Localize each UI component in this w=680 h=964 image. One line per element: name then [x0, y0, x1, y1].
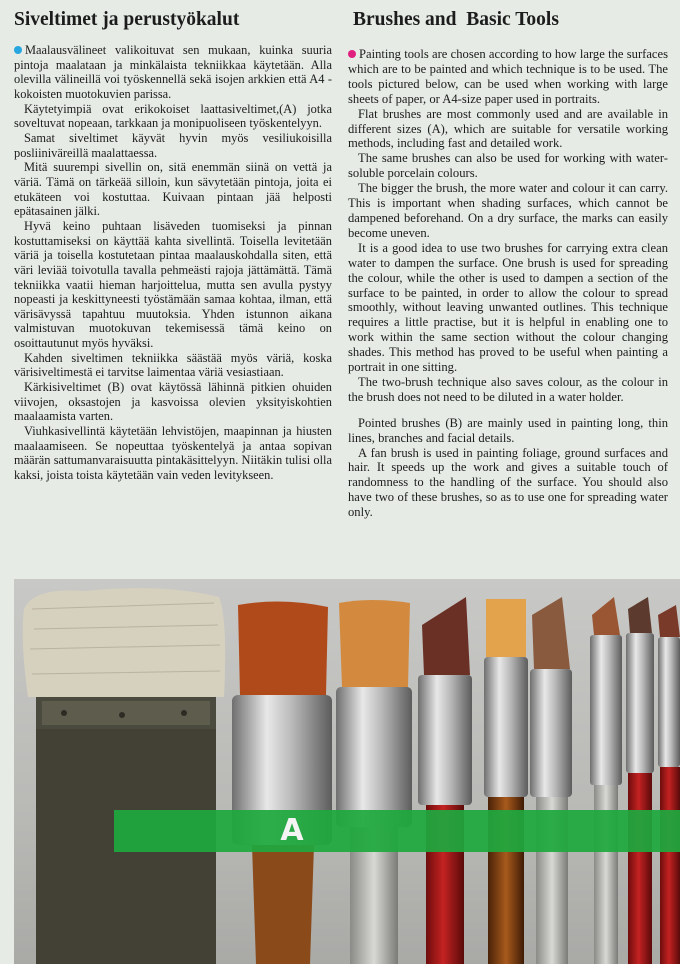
finnish-paragraph: Kahden siveltimen tekniikka säästää myös väriä, koska värisiveltimestä ei tarvitse laimentaa väriä vesiastiaan. [14, 350, 332, 380]
english-paragraph: The bigger the brush, the more water and colour it can carry. This is important when shading surfaces, which cannot be dampened beforehand. On a dry surface, the marks can easily become uneven. [348, 181, 668, 240]
paragraph-gap [348, 405, 668, 416]
flat-brush-tiny [626, 597, 654, 964]
finnish-title: Siveltimet ja perustyökalut [14, 9, 240, 30]
english-paragraph: Painting tools are chosen according to how large the surfaces which are to be painted and which technique is to be used. The tools pictured below, can be used when working with large sheets of paper, or A4-size paper used in portraits. [348, 47, 668, 106]
english-paragraph: Flat brushes are most commonly used and are available in different sizes (A), which are suitable for versatile working methods, including fast and detailed work. [348, 106, 668, 151]
english-paragraph: The same brushes can also be used for working with water-soluble porcelain colours. [348, 151, 668, 181]
english-body [348, 47, 668, 520]
hake-brush [23, 588, 226, 964]
finnish-paragraph: Maalausvälineet valikoituvat sen mukaan, kuinka suuria pintoja maalataan ja minkälaista tekniikkaa käytetään. Alla olevilla välineillä voi työskennellä sekä isojen arkkien että A4 -kokoisten muotokuvien parissa. [14, 43, 332, 101]
photo-label: A [280, 813, 304, 848]
finnish-paragraph: Mitä suurempi sivellin on, sitä enemmän siinä on vettä ja väriä. Tämä on tärkeää silloin, kun sävytetään pintoja, joita ei etukäteen voi kostuttaa. Kuivaan pintaan jää helposti epätasainen jälki. [14, 160, 332, 219]
label-band [114, 810, 680, 852]
finnish-paragraph: Samat siveltimet käyvät hyvin myös vesiliukoisilla posliiniväreillä maalattaessa. [14, 130, 332, 160]
flat-brush-large [232, 601, 332, 964]
brushes-illustration [14, 579, 680, 964]
cyan-bullet-icon [14, 46, 22, 54]
english-paragraph: The two-brush technique also saves colour, as the colour in the brush does not need to be diluted in a water holder. [348, 374, 668, 404]
english-paragraph: A fan brush is used in painting foliage, ground surfaces and hair. It speeds up the work and gives a suitable touch of randomness to the handling of the surface. You should also have two of these brushes, so as to use one for spreading water only. [348, 445, 668, 520]
flat-brush-edge [658, 605, 680, 964]
english-title: Brushes and Basic Tools [353, 9, 559, 30]
finnish-paragraph: Hyvä keino puhtaan lisäveden tuomiseksi ja pinnan kostuttamiseksi on käyttää kahta sivellintä. Toisella levitetään väriä ja toisella kostutetaan pintaa maalauskohdalla siten, että väri leviää toivotulla tavalla pehmeästi rajoja jättämättä. Tämä tekniikka vaatii hieman harjoittelua, mutta sen avulla pystyy nopeasti ja keskittyneesti työstämään samaa kohtaa, ilman, että värisävyssä tapahtuu muutoksia. Yhden istunnon aikana valmistuvan muotokuvan tekemisessä tämä keino on osoittautunut myös hyväksi. [14, 218, 332, 351]
english-paragraph: It is a good idea to use two brushes for carrying extra clean water to dampen the surface. One brush is used for spreading the colour, while the other is used to dampen a section of the surface to be painted, in order to allow the colour to spread smoothly, without leaving unwanted outlines. This technique requires a little practise, but it is helpful in enabling one to work within the same section without the colour changing shades. This method has proved to be useful when painting a portrait in one sitting. [348, 240, 668, 375]
flat-brush-medium [336, 600, 412, 964]
finnish-paragraph: Viuhkasivellintä käytetään lehvistöjen, maapinnan ja hiusten maalaamiseen. Se nopeuttaa työskentelyä ja antaa sopivan määrän sattumanvaraisuutta pintakäsittelyyn. Niitäkin tulisi olla kaksi, joista toista käytetään vain veden levitykseen. [14, 424, 332, 483]
angled-brush [418, 597, 472, 964]
finnish-body [14, 43, 332, 483]
brushes-photo [14, 579, 680, 964]
flat-brush-orange [484, 599, 528, 964]
angled-brush-small [530, 597, 572, 964]
magenta-bullet-icon [348, 50, 356, 58]
flat-brush-small [590, 597, 622, 964]
finnish-paragraph: Kärkisiveltimet (B) ovat käytössä lähinnä pitkien ohuiden viivojen, oksastojen ja kasvoissa olevien yksityiskohtien maalaamista varten. [14, 380, 332, 424]
finnish-paragraph: Käytetyimpiä ovat erikokoiset laattasiveltimet,(A) jotka soveltuvat nopeaan, tarkkaan ja monipuoliseen työskentelyyn. [14, 101, 332, 131]
english-paragraph: Pointed brushes (B) are mainly used in painting long, thin lines, branches and facial details. [348, 415, 668, 445]
